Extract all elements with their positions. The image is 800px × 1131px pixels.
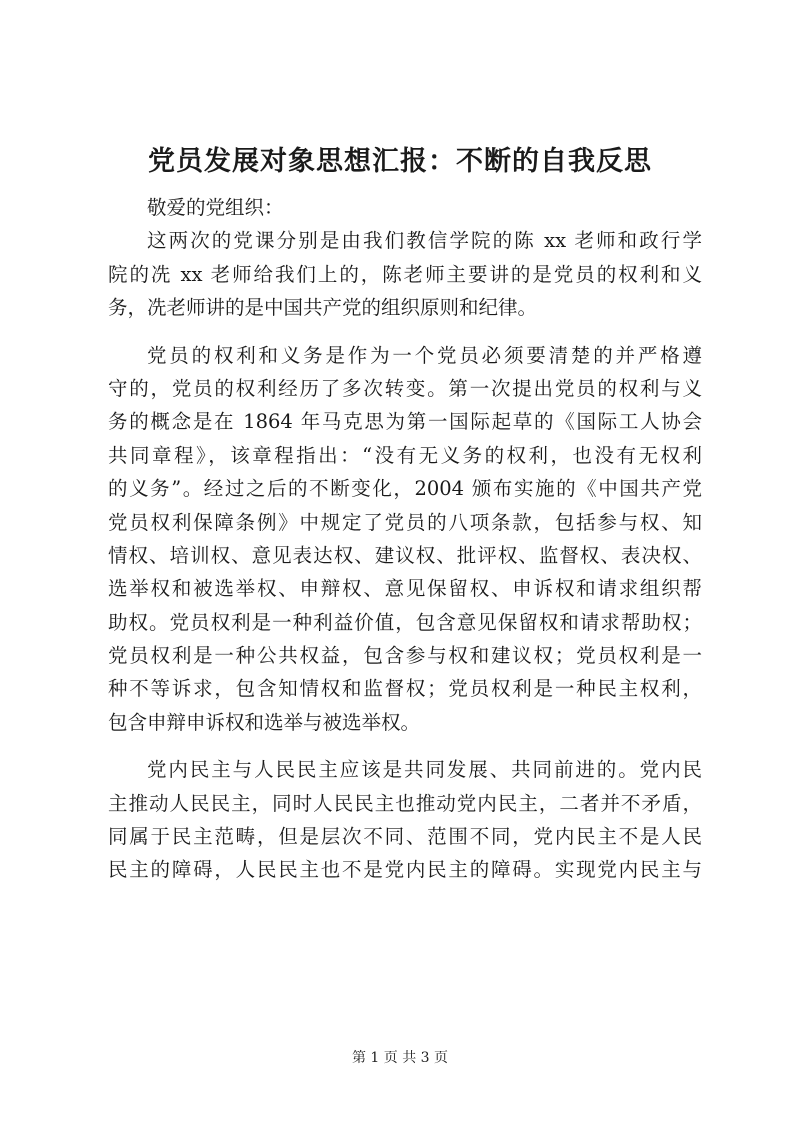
salutation: 敬爱的党组织： <box>147 196 284 219</box>
document-body <box>108 191 702 887</box>
paragraph-line: 包含申辩申诉权和选举与被选举权。 <box>108 710 421 734</box>
paragraph-line: 民主的障碍，人民民主也不是党内民主的障碍。实现党内民主与 <box>108 858 702 882</box>
page-footer: 第 1 页 共 3 页 <box>351 1050 449 1066</box>
paragraph-gap <box>108 325 702 339</box>
paragraph-line: 党员的权利和义务是作为一个党员必须要清楚的并严格遵 <box>147 343 702 367</box>
paragraph-line: 党员权利保障条例》中规定了党员的八项条款，包括参与权、知 <box>108 510 702 534</box>
paragraph-line: 主推动人民民主，同时人民民主也推动党内民主，二者并不矛盾， <box>108 791 702 815</box>
paragraph-line: 助权。党员权利是一种利益价值，包含意见保留权和请求帮助权； <box>108 610 702 634</box>
paragraph-2 <box>108 339 702 740</box>
paragraph-line: 守的，党员的权利经历了多次转变。第一次提出党员的权利与义 <box>108 376 702 400</box>
paragraph-line: 同属于民主范畴，但是层次不同、范围不同，党内民主不是人民 <box>108 825 702 849</box>
paragraph-line: 的义务”。经过之后的不断变化，2004 颁布实施的《中国共产党 <box>108 477 702 501</box>
paragraph-line: 党员权利是一种公共权益，包含参与权和建议权；党员权利是一 <box>108 644 702 668</box>
document-title: 党员发展对象思想汇报：不断的自我反思 <box>148 146 652 177</box>
paragraph-line: 共同章程》，该章程指出：“没有无义务的权利，也没有无权利 <box>108 443 702 467</box>
paragraph-1 <box>108 224 702 324</box>
paragraph-line: 院的冼 xx 老师给我们上的，陈老师主要讲的是党员的权利和义 <box>108 262 702 286</box>
paragraph-line: 这两次的党课分别是由我们教信学院的陈 xx 老师和政行学 <box>147 229 702 253</box>
paragraph-line: 种不等诉求，包含知情权和监督权；党员权利是一种民主权利， <box>108 677 702 701</box>
paragraph-line: 党内民主与人民民主应该是共同发展、共同前进的。党内民 <box>147 758 702 782</box>
paragraph-line: 务，冼老师讲的是中国共产党的组织原则和纪律。 <box>108 296 538 320</box>
paragraph-gap <box>108 739 702 753</box>
paragraph-line: 情权、培训权、意见表达权、建议权、批评权、监督权、表决权、 <box>108 543 702 567</box>
paragraph-line: 选举权和被选举权、申辩权、意见保留权、申诉权和请求组织帮 <box>108 577 702 601</box>
paragraph-3 <box>108 753 702 887</box>
paragraph-line: 务的概念是在 1864 年马克思为第一国际起草的《国际工人协会 <box>108 410 702 434</box>
